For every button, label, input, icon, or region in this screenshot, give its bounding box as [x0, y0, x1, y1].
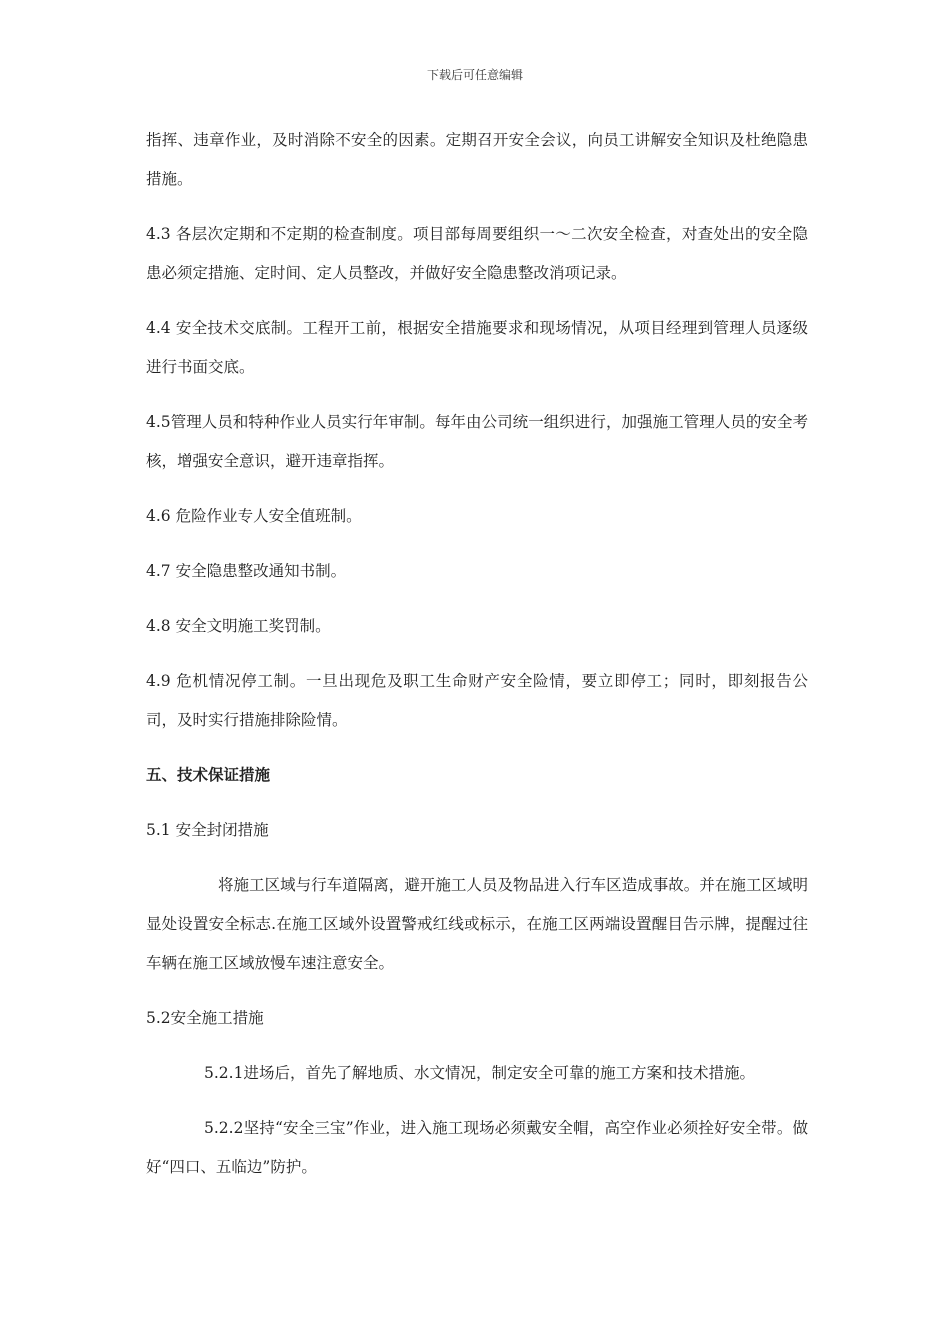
- paragraph-5-2-2: 5.2.2坚持“安全三宝”作业，进入施工现场必须戴安全帽，高空作业必须拴好安全带。做好“四口、五临边”防护。: [146, 1119, 808, 1176]
- subheading-5-1: 5.1 安全封闭措施: [146, 821, 269, 839]
- paragraph-4-7: 4.7 安全隐患整改通知书制。: [146, 562, 347, 580]
- section-heading-5: 五、技术保证措施: [146, 766, 271, 784]
- subheading-5-2: 5.2安全施工措施: [146, 1009, 264, 1027]
- paragraph-continuation: 指挥、违章作业，及时消除不安全的因素。定期召开安全会议，向员工讲解安全知识及杜绝隐患措施。: [146, 131, 808, 188]
- paragraph-4-8: 4.8 安全文明施工奖罚制。: [146, 617, 331, 635]
- paragraph-4-3: 4.3 各层次定期和不定期的检查制度。项目部每周要组织一～二次安全检查，对查处出的安全隐患必须定措施、定时间、定人员整改，并做好安全隐患整改消项记录。: [146, 225, 808, 282]
- document-body: [146, 121, 808, 1203]
- paragraph-5-2-1: 5.2.1进场后，首先了解地质、水文情况，制定安全可靠的施工方案和技术措施。: [204, 1064, 755, 1082]
- paragraph-5-1-body: 将施工区域与行车道隔离，避开施工人员及物品进入行车区造成事故。并在施工区域明显处设置安全标志.在施工区域外设置警戒红线或标示，在施工区两端设置醒目告示牌，提醒过往车辆在施工区域放慢车速注意安全。: [146, 876, 808, 972]
- paragraph-4-9: 4.9 危机情况停工制。一旦出现危及职工生命财产安全险情，要立即停工；同时，即刻报告公司，及时实行措施排除险情。: [146, 672, 808, 729]
- paragraph-4-5: 4.5管理人员和特种作业人员实行年审制。每年由公司统一组织进行，加强施工管理人员的安全考核，增强安全意识，避开违章指挥。: [146, 413, 808, 470]
- paragraph-4-6: 4.6 危险作业专人安全值班制。: [146, 507, 362, 525]
- paragraph-4-4: 4.4 安全技术交底制。工程开工前，根据安全措施要求和现场情况，从项目经理到管理人员逐级进行书面交底。: [146, 319, 808, 376]
- page-header: 下载后可任意编辑: [426, 68, 523, 82]
